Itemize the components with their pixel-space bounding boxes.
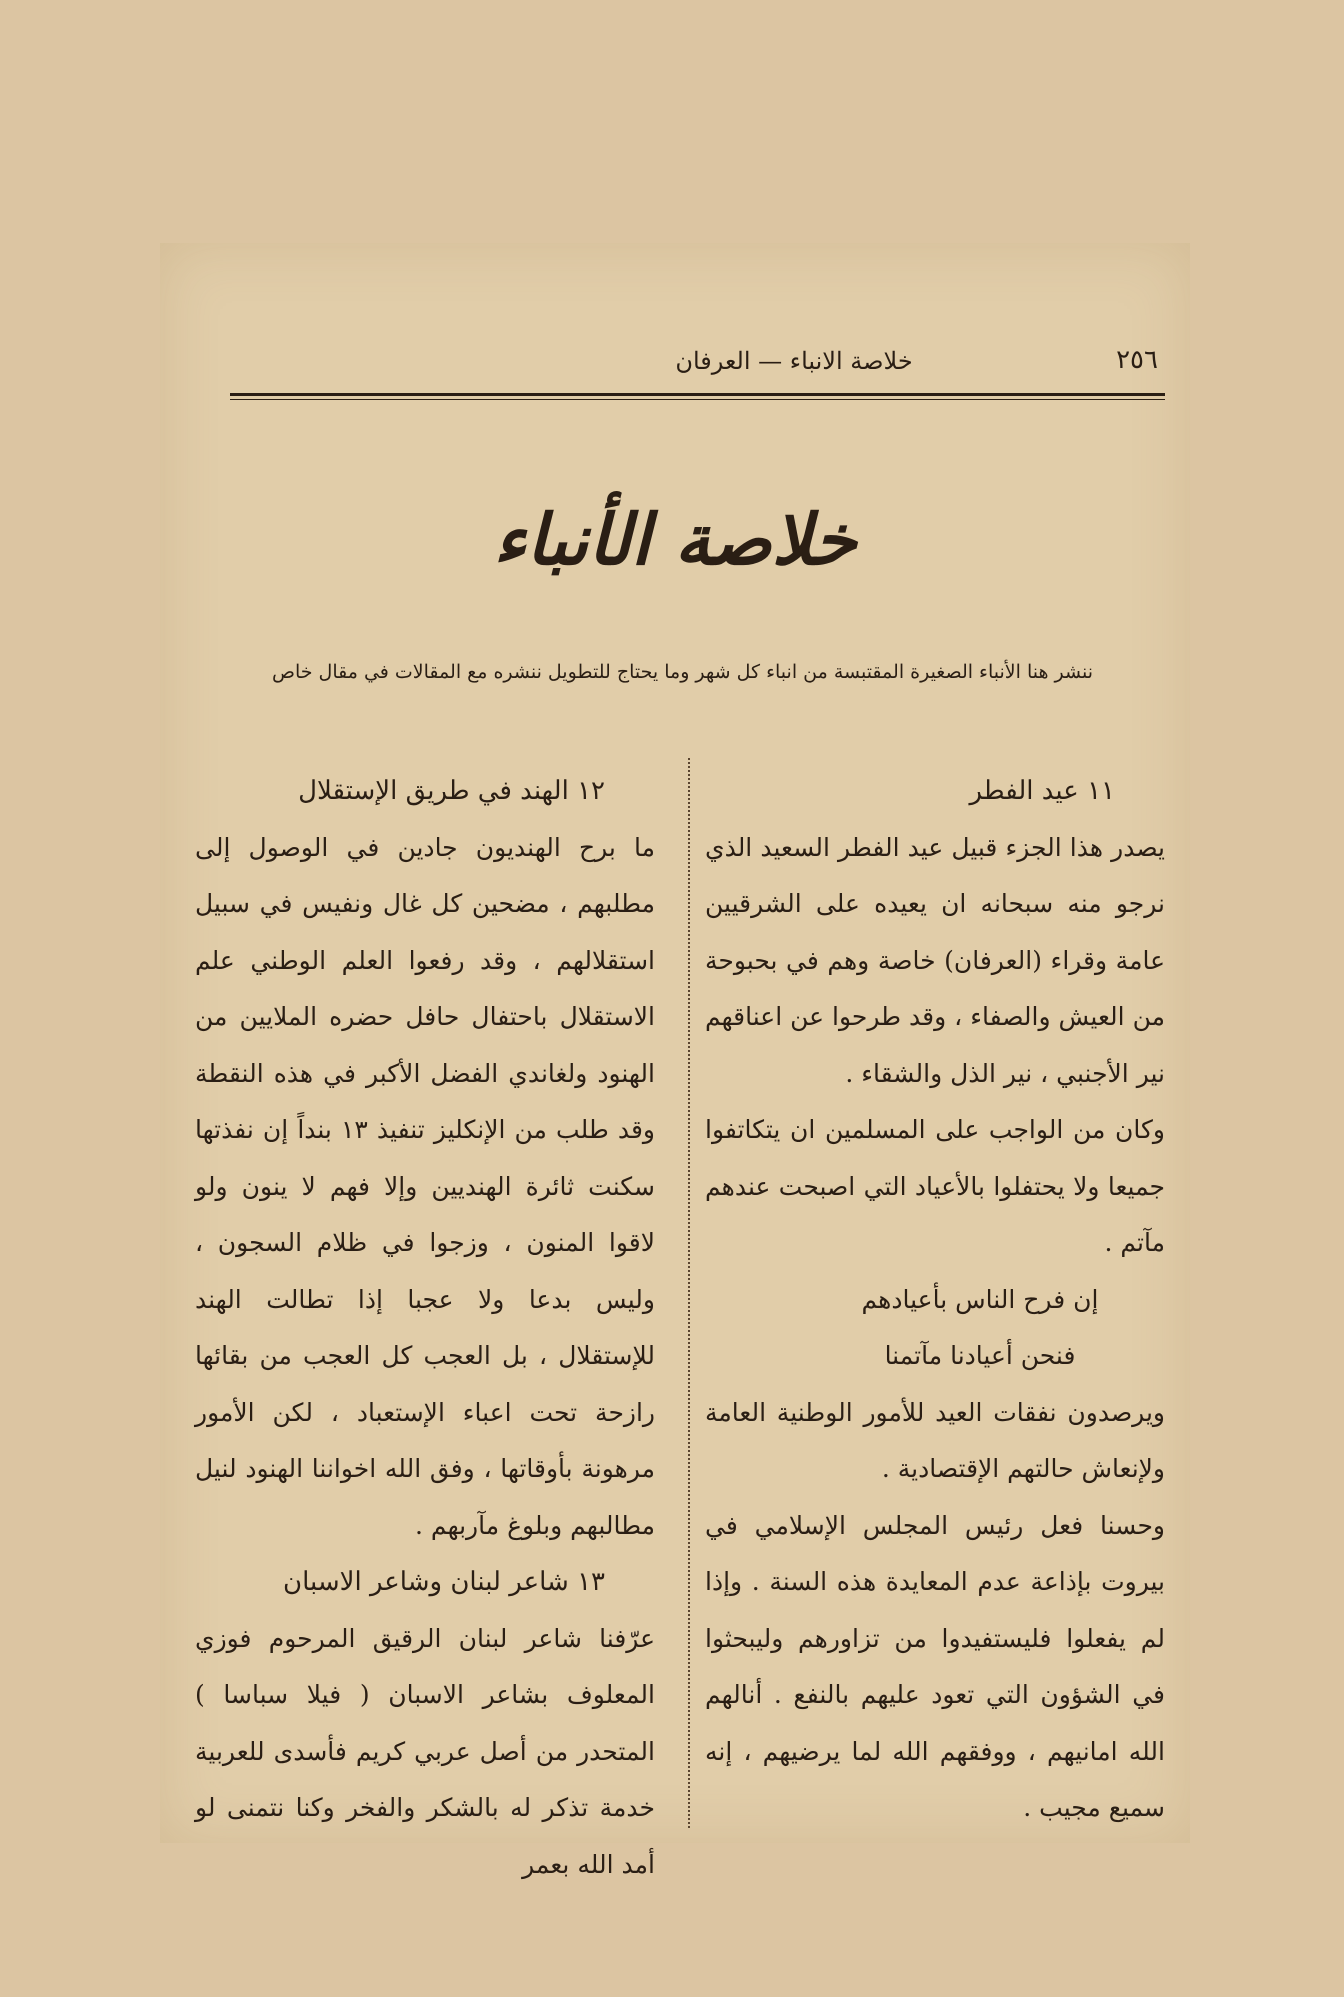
eid-paragraph-3: ويرصدون نفقات العيد للأمور الوطنية العامة ولإنعاش حالتهم الإقتصادية . — [705, 1397, 1165, 1483]
eid-verse-1: إن فرح الناس بأعيادهم — [861, 1284, 1099, 1314]
poet-paragraph: عرّفنا شاعر لبنان الرقيق المرحوم فوزي المعلوف بشاعر الاسبان ( فيلا سباسا ) المتحدر من أصل عربي كريم فأسدى للعربية خدمة تذكر له بالشكر والفخر وكنا نتمنى لو أمد الله بعمر — [195, 1623, 655, 1879]
right-column — [705, 763, 1165, 1837]
section-title: خلاصة الأنباء — [493, 498, 857, 581]
article-heading-eid: ١١ عيد الفطر — [969, 776, 1115, 806]
eid-paragraph-4: وحسنا فعل رئيس المجلس الإسلامي في بيروت بإذاعة عدم المعايدة هذه السنة . وإذا لم يفعلوا فليستفيدوا من تزاورهم وليبحثوا في الشؤون التي تعود عليهم بالنفع . أنالهم الله امانيهم ، ووفقهم الله لما يرضيهم ، إنه سميع مجيب . — [705, 1510, 1165, 1822]
article-heading-poet: ١٣ شاعر لبنان وشاعر الاسبان — [282, 1567, 605, 1597]
column-divider — [688, 758, 690, 1828]
section-intro: ننشر هنا الأنباء الصغيرة المقتبسة من انباء كل شهر وما يحتاج للتطويل ننشره مع المقالات في مقال خاص — [272, 661, 1093, 683]
india-paragraph: ما برح الهنديون جادين في الوصول إلى مطلبهم ، مضحين كل غال ونفيس في سبيل استقلالهم ، وقد رفعوا العلم الوطني علم الاستقلال باحتفال حافل حضره الملايين من الهنود ولغاندي الفضل الأكبر في هذه النقطة وقد طلب من الإنكليز تنفيذ ١٣ بنداً إن نفذتها سكنت ثائرة الهنديين وإلا فهم لا ينون ولو لاقوا المنون ، وزجوا في ظلام السجون ، وليس بدعا ولا عجبا إذا تطالت الهند للإستقلال ، بل العجب كل العجب من بقائها رازحة تحت اعباء الإستعباد ، لكن الأمور مرهونة بأوقاتها ، وفق الله اخواننا الهنود لنيل مطالبهم وبلوغ مآربهم . — [195, 832, 655, 1540]
eid-paragraph-2: وكان من الواجب على المسلمين ان يتكاتفوا جميعا ولا يحتفلوا بالأعياد التي اصبحت عندهم مآتم . — [705, 1115, 1165, 1257]
article-heading-india: ١٢ الهند في طريق الإستقلال — [298, 776, 605, 806]
magazine-page — [160, 243, 1190, 1879]
eid-verse-2: فنحن أعيادنا مآتمنا — [884, 1341, 1076, 1370]
running-title: خلاصة الانباء — العرفان — [675, 347, 913, 375]
left-column — [195, 763, 655, 1893]
running-header — [230, 345, 1158, 385]
eid-paragraph-1: يصدر هذا الجزء قبيل عيد الفطر السعيد الذي نرجو منه سبحانه ان يعيده على الشرقيين عامة وقراء (العرفان) خاصة وهم في بحبوحة من العيش والصفاء ، وقد طرحوا عن اعناقهم نير الأجنبي ، نير الذل والشقاء . — [705, 832, 1165, 1088]
page-number: ٢٥٦ — [1116, 345, 1158, 375]
header-rule — [230, 393, 1165, 400]
